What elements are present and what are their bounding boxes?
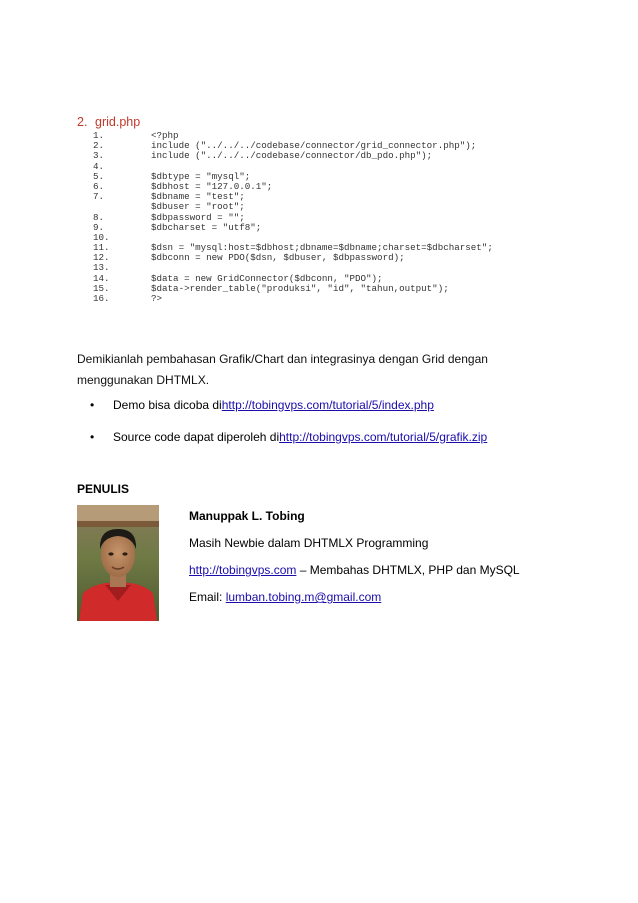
code-line [93,253,493,263]
code-line-number: 10. [93,231,110,243]
author-email-link[interactable]: lumban.tobing.m@gmail.com [225,590,382,604]
author-photo [77,505,159,621]
code-line [93,151,493,161]
code-line-text: $dbconn = new PDO($dsn, $dbuser, $dbpassword); [151,252,405,264]
code-line-number: 14. [93,272,110,284]
code-line-text: $data->render_table("produksi", "id", "tahun,output"); [151,282,449,294]
code-line-number: 11. [93,242,110,254]
code-line-text: include ("../../../codebase/connector/grid_connector.php"); [151,140,477,152]
code-line [93,223,493,233]
code-line-text: $dbuser = "root"; [151,201,245,213]
list-item [90,427,487,447]
code-line [93,202,493,212]
code-line-text: $data = new GridConnector($dbconn, "PDO"); [151,272,383,284]
author-heading: PENULIS [77,482,130,496]
section-heading [77,115,140,129]
source-code-link[interactable]: http://tobingvps.com/tutorial/5/grafik.zip [279,430,488,444]
code-line-number: 5. [93,170,105,182]
code-line-text: $dbname = "test"; [151,191,245,203]
code-listing [93,131,493,304]
author-website-row [189,560,520,580]
author-info [189,506,520,614]
section-title: grid.php [95,115,141,129]
code-line-text: ?> [151,293,163,304]
code-line-text: <?php [151,130,179,141]
code-line-text: $dbhost = "127.0.0.1"; [151,180,273,192]
code-line-number [93,202,151,212]
list-item [90,395,487,415]
bullet-icon: • [90,430,95,444]
author-tagline: Masih Newbie dalam DHTMLX Programming [189,536,429,550]
code-line-text: $dsn = "mysql:host=$dbhost;dbname=$dbname;charset=$dbcharset"; [151,242,493,254]
code-line-number: 9. [93,221,105,233]
code-line-number: 7. [93,191,105,203]
email-label: Email: [189,590,226,604]
code-line-number: 15. [93,282,110,294]
link-list [90,395,487,459]
code-line-number: 2. [93,140,105,152]
code-line-number: 6. [93,180,105,192]
code-line-number: 4. [93,160,105,172]
code-line [93,294,493,304]
author-name: Manuppak L. Tobing [189,509,305,523]
code-line-text: include ("../../../codebase/connector/db_pdo.php"); [151,150,433,162]
demo-link[interactable]: http://tobingvps.com/tutorial/5/index.php [221,398,434,412]
author-website-link[interactable]: http://tobingvps.com [189,563,297,577]
section-number: 2. [77,115,88,129]
bullet-text: Demo bisa dicoba di [113,398,222,412]
code-line-number: 12. [93,252,110,264]
bullet-text: Source code dapat diperoleh di [113,430,280,444]
code-line-text: $dbcharset = "utf8"; [151,221,262,233]
code-line-text: $dbpassword = ""; [151,211,245,223]
author-email-row [189,587,520,607]
author-website-desc: – Membahas DHTMLX, PHP dan MySQL [296,563,520,577]
code-line-text: $dbtype = "mysql"; [151,170,251,182]
bullet-icon: • [90,398,95,412]
code-line-number: 8. [93,211,105,223]
summary-paragraph: Demikianlah pembahasan Grafik/Chart dan integrasinya dengan Grid dengan menggunakan DHTMLX. [77,352,488,387]
code-line-number: 3. [93,150,105,162]
code-line-number: 16. [93,293,110,304]
code-line-number: 13. [93,262,110,274]
author-portrait-image [77,505,159,621]
code-line-number: 1. [93,130,105,141]
